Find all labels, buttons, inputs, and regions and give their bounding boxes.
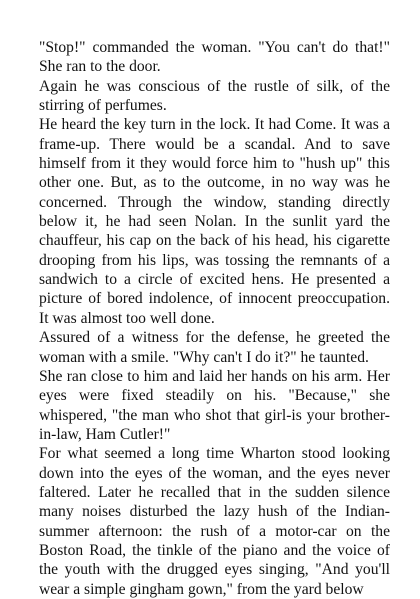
- paragraph-2: Again he was conscious of the rustle of silk, of the stirring of perfumes.: [39, 77, 390, 115]
- paragraph-4: Assured of a witness for the defense, he greeted the woman with a smile. "Why can't I do it?" he taunted.: [39, 329, 390, 366]
- paragraph-5: She ran close to him and laid her hands on his arm. Her eyes were fixed steadily on his. "Because," she whispered, "the man who shot that girl-is your brother-in-law, Ham Cutler!": [39, 367, 390, 443]
- paragraph-3: He heard the key turn in the lock. It had Come. It was a frame-up. There would be a scandal. And to save himself from it they would force him to "hush up" this other one. But, as to the outcome, in no way was he concerned. Through the window, standing directly below it, he had seen Nolan. In the sunlit yard the chauffeur, his cap on the back of his head, his cigarette drooping from his lips, was tossing the remnants of a sandwich to a circle of excited hens. He presented a picture of bored indolence, of innocent preoccupation. It was almost too well done.: [39, 116, 390, 327]
- page-text: [39, 38, 390, 599]
- paragraph-6: For what seemed a long time Wharton stood looking down into the eyes of the woman, and the eyes never faltered. Later he recalled that in the sudden silence many noises disturbed the lazy hush of the Indian-summer afternoon: the rush of a motor-car on the Boston Road, the tinkle of the piano and the voice of the youth with the drugged eyes singing, "And you'll wear a simple gingham gown," from the yard below: [39, 445, 390, 598]
- paragraph-1: "Stop!" commanded the woman. "You can't do that!" She ran to the door.: [39, 39, 390, 76]
